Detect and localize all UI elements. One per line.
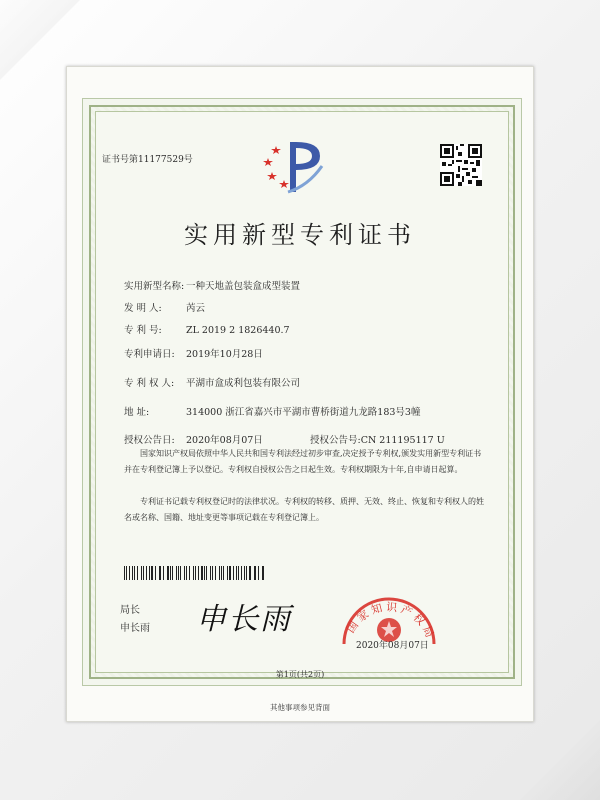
barcode-icon (124, 566, 266, 580)
border-corner (499, 105, 515, 121)
field-value: 芮云 (186, 303, 206, 314)
field-value: 2019年10月28日 (186, 349, 263, 360)
field-application-date (124, 346, 263, 360)
field-grant-date (124, 432, 263, 446)
field-label: 授权公告号: (310, 435, 361, 446)
field-label: 专 利 号: (124, 325, 162, 336)
field-label: 专 利 权 人: (124, 378, 175, 389)
footer-note: 其他事项参见背面 (270, 703, 330, 712)
field-address (124, 404, 420, 418)
sipo-logo-icon (260, 136, 330, 196)
field-inventor (124, 300, 205, 314)
field-patentee (124, 375, 300, 389)
frame-bevel-bottom-right (520, 720, 600, 800)
svg-text:国家知识产权局: 国家知识产权局 (344, 600, 438, 643)
field-label: 专利申请日: (124, 349, 175, 360)
director-name: 申长雨 (120, 623, 150, 634)
field-value: 314000 浙江省嘉兴市平湖市曹桥街道九龙路183号3幢 (186, 407, 421, 418)
field-utility-model-name (124, 278, 300, 292)
director-title: 局长 (120, 605, 140, 616)
border-corner (89, 105, 105, 121)
field-value: CN 211195117 U (360, 435, 445, 446)
field-label: 地 址: (124, 407, 150, 418)
field-label: 发 明 人: (124, 303, 162, 314)
certificate-title: 实用新型专利证书 (184, 221, 416, 249)
field-announcement-number (310, 432, 445, 446)
director-block (120, 602, 150, 638)
certificate-number: 证书号第11177529号 (102, 155, 193, 165)
field-label: 授权公告日: (124, 435, 175, 446)
field-value: 平湖市盒成利包装有限公司 (186, 378, 301, 389)
field-patent-number (124, 322, 290, 336)
field-value: 一种天地盖包装盒成型装置 (186, 281, 301, 292)
director-signature: 申长雨 (196, 602, 292, 637)
page-number: 第1页(共2页) (275, 670, 325, 679)
field-value: 2020年08月07日 (186, 435, 263, 446)
qr-code-icon (440, 144, 482, 186)
field-value: ZL 2019 2 1826440.7 (186, 325, 290, 336)
seal-date: 2020年08月07日 (356, 641, 429, 651)
certificate-paragraph-2: 专利证书记载专利权登记时的法律状况。专利权的转移、质押、无效、终止、恢复和专利权人的姓名或名称、国籍、地址变更等事项记载在专利登记簿上。 (124, 497, 484, 522)
field-label: 实用新型名称: (124, 281, 185, 292)
certificate-paragraph-1: 国家知识产权局依照中华人民共和国专利法经过初步审查,决定授予专利权,颁发实用新型专利证书并在专利登记簿上予以登记。专利权自授权公告之日起生效。专利权期限为十年,自申请日起算。 (124, 449, 482, 474)
